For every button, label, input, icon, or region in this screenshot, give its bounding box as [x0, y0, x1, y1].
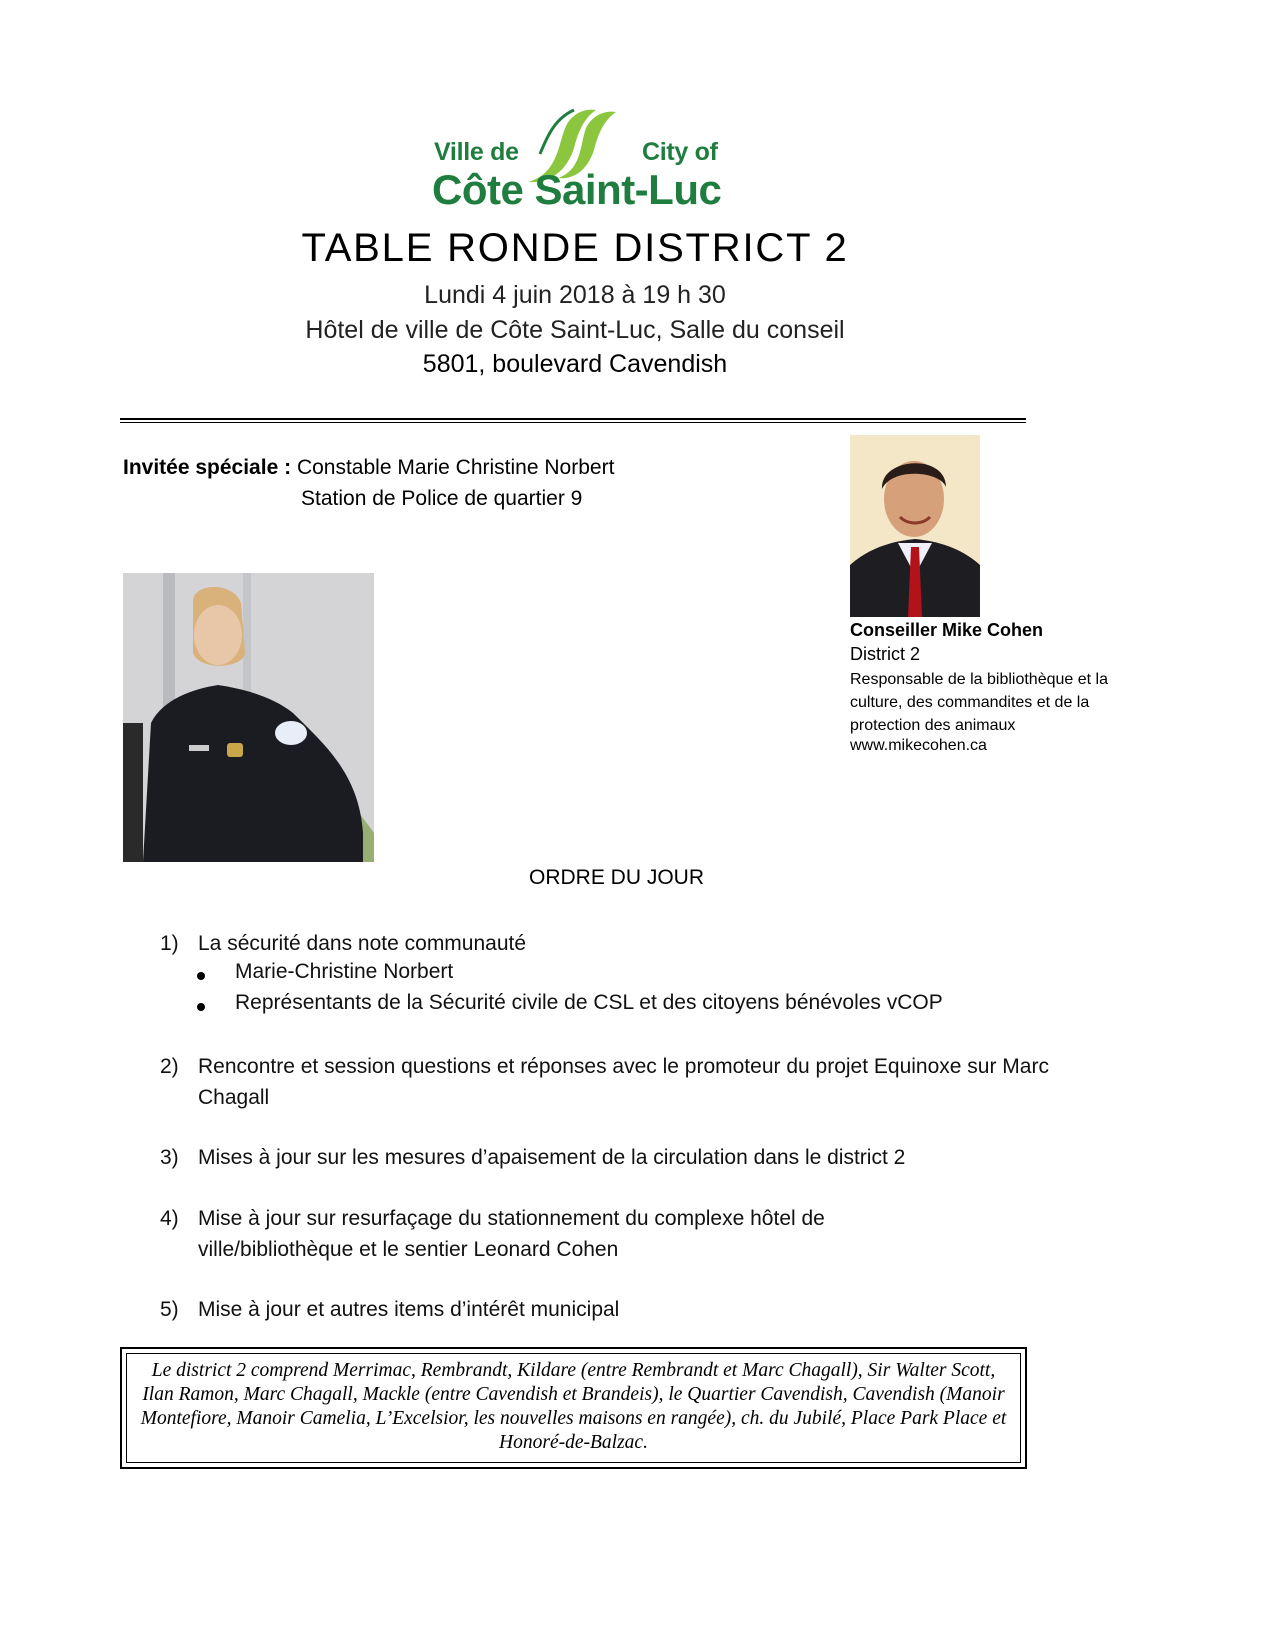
agenda-item-number: 1): [160, 932, 179, 955]
agenda-item-number: 2): [160, 1055, 179, 1078]
city-logo: [420, 104, 720, 226]
special-guest-name: Constable Marie Christine Norbert: [296, 456, 615, 479]
councillor-photo: [850, 435, 980, 617]
councillor-website-link[interactable]: www.mikecohen.ca: [850, 737, 987, 754]
councillor-name: Conseiller Mike Cohen: [850, 620, 1044, 640]
page-title: TABLE RONDE DISTRICT 2: [301, 226, 849, 270]
event-date: Lundi 4 juin 2018 à 19 h 30: [424, 281, 726, 309]
police-station: Station de Police de quartier 9: [301, 487, 583, 510]
special-guest-label: Invitée spéciale :: [123, 456, 292, 479]
agenda-item-text: Mise à jour et autres items d’intérêt municipal: [198, 1298, 620, 1321]
agenda-bullet-text: Représentants de la Sécurité civile de CSL et des citoyens bénévoles vCOP: [235, 991, 943, 1014]
logo-city-name: Côte Saint-Luc: [432, 166, 722, 213]
logo-city-of: City of: [642, 138, 718, 166]
agenda-item-text: Rencontre et session questions et réponses avec le promoteur du projet Equinoxe sur Marc Chagall: [198, 1055, 1049, 1109]
councillor-responsibilities: Responsable de la bibliothèque et la culture, des commandites et de la protection des animaux: [850, 671, 1108, 734]
agenda-item-text: La sécurité dans note communauté: [198, 932, 527, 955]
agenda-item-number: 4): [160, 1207, 179, 1230]
event-venue: Hôtel de ville de Côte Saint-Luc, Salle du conseil: [305, 316, 845, 344]
bullet-icon: [197, 1003, 205, 1011]
special-guest: [123, 456, 614, 480]
event-address: 5801, boulevard Cavendish: [422, 350, 728, 378]
agenda-item-number: 5): [160, 1298, 179, 1321]
officer-photo: [123, 573, 374, 862]
bullet-icon: [197, 972, 205, 980]
agenda-item-text: Mises à jour sur les mesures d’apaisement de la circulation dans le district 2: [198, 1146, 906, 1169]
district-note-text: Le district 2 comprend Merrimac, Rembrandt, Kildare (entre Rembrandt et Marc Chagall), Sir Walter Scott, Ilan Ramon, Marc Chagall, Mackle (entre Cavendish et Brandeis), le Quartier Cavendish, Cavendish (Manoir Montefiore, Manoir Camelia, L’Excelsior, les nouvelles maisons en rangée), ch. du Jubilé, Place Park Place et Honoré-de-Balzac.: [140, 1360, 1007, 1453]
logo-ville-de: Ville de: [434, 138, 519, 166]
header-divider-secondary: [120, 422, 1026, 423]
agenda-bullet-text: Marie-Christine Norbert: [235, 960, 454, 983]
councillor-district: District 2: [850, 644, 921, 664]
header-divider: [120, 418, 1026, 420]
district-note-box: [120, 1347, 1027, 1469]
agenda-item-number: 3): [160, 1146, 179, 1169]
agenda-item-text: Mise à jour sur resurfaçage du stationnement du complexe hôtel de ville/bibliothèque et le sentier Leonard Cohen: [198, 1207, 825, 1261]
agenda-heading: ORDRE DU JOUR: [529, 866, 705, 889]
